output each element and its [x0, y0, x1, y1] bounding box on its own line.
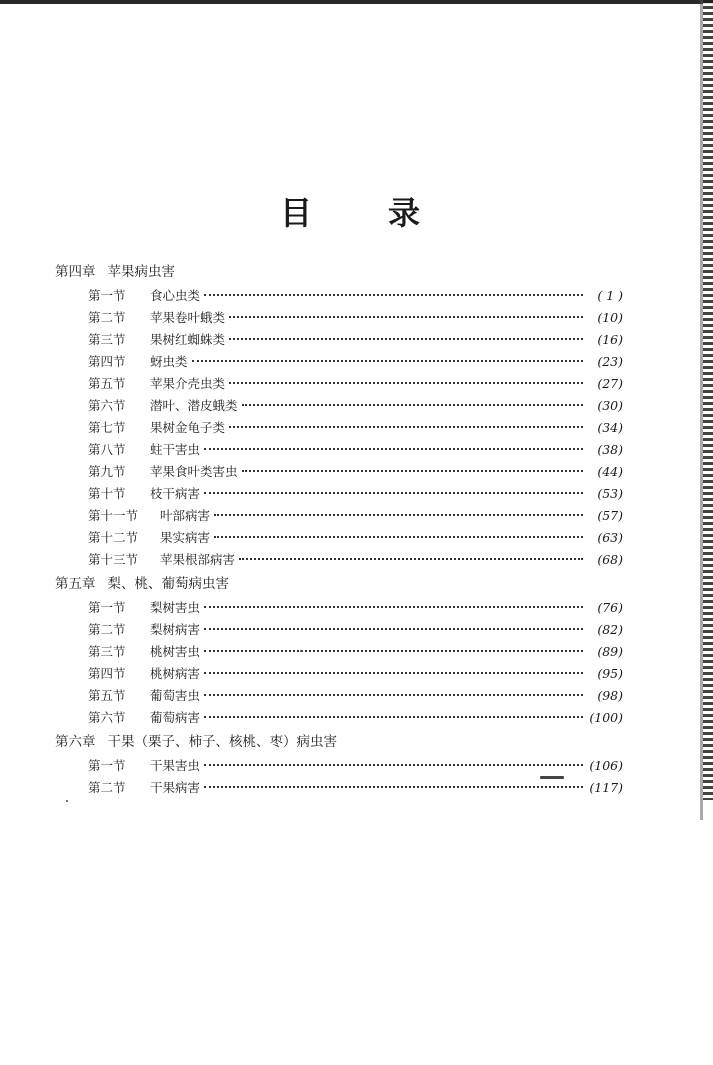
scan-speck	[300, 650, 303, 652]
toc-entry[interactable]	[88, 328, 623, 348]
page-number: (27)	[597, 376, 623, 391]
section-title: 果树红蜘蛛类	[150, 332, 226, 347]
page-number: (82)	[597, 622, 623, 637]
page-title-char-1: 目	[280, 194, 313, 232]
page-number: (68)	[597, 552, 623, 567]
page-number: (23)	[597, 354, 623, 369]
page-number: (10)	[597, 310, 623, 325]
section-number: 第七节	[88, 420, 126, 435]
chapter-heading	[55, 260, 175, 280]
toc-entry[interactable]	[88, 372, 623, 392]
page-number: (76)	[597, 600, 623, 615]
section-title: 果实病害	[160, 530, 211, 545]
section-title: 蛀干害虫	[150, 442, 201, 457]
toc-entry[interactable]	[88, 776, 623, 796]
page-number: (98)	[597, 688, 623, 703]
section-number: 第十一节	[88, 508, 139, 523]
section-number: 第五节	[88, 688, 126, 703]
dot-leader	[204, 280, 583, 296]
section-number: 第二节	[88, 622, 126, 637]
section-title: 蚜虫类	[150, 354, 188, 369]
section-title: 果树金龟子类	[150, 420, 226, 435]
toc-entry[interactable]	[88, 640, 623, 660]
chapter-number: 第五章	[55, 576, 96, 592]
section-title: 叶部病害	[160, 508, 211, 523]
toc-entry[interactable]	[88, 306, 623, 326]
chapter-number: 第四章	[55, 264, 96, 280]
toc-entry[interactable]	[88, 350, 623, 370]
dot-leader	[242, 456, 583, 472]
section-number: 第三节	[88, 644, 126, 659]
page-title	[280, 188, 420, 232]
page-number: (44)	[597, 464, 623, 479]
page-number: (89)	[597, 644, 623, 659]
toc-entry[interactable]	[88, 684, 623, 704]
toc-entry[interactable]	[88, 394, 623, 414]
dot-leader	[239, 544, 583, 560]
section-title: 梨树害虫	[150, 600, 201, 615]
dot-leader	[204, 702, 583, 718]
dot-leader	[214, 500, 583, 516]
section-title: 干果病害	[150, 780, 201, 795]
dot-leader	[229, 368, 583, 384]
toc-entry[interactable]	[88, 482, 623, 502]
section-number: 第六节	[88, 398, 126, 413]
section-title: 桃树害虫	[150, 644, 201, 659]
page-number: (30)	[597, 398, 623, 413]
toc-entry[interactable]	[88, 706, 623, 726]
dot-leader	[204, 592, 583, 608]
scan-speck	[66, 800, 68, 802]
chapter-heading	[55, 730, 337, 750]
section-number: 第一节	[88, 600, 126, 615]
section-title: 食心虫类	[150, 288, 201, 303]
toc-entry[interactable]	[88, 284, 623, 304]
dot-leader	[192, 346, 583, 362]
page-number: (106)	[589, 758, 623, 773]
page-number: (63)	[597, 530, 623, 545]
page-number: (53)	[597, 486, 623, 501]
toc-entry[interactable]	[88, 460, 623, 480]
dot-leader	[204, 478, 583, 494]
section-number: 第十二节	[88, 530, 139, 545]
section-title: 潜叶、潜皮蛾类	[150, 398, 238, 413]
toc-entry[interactable]	[88, 548, 623, 568]
dot-leader	[204, 434, 583, 450]
section-number: 第九节	[88, 464, 126, 479]
page-number: (117)	[589, 780, 623, 795]
page-number: (57)	[597, 508, 623, 523]
dot-leader	[204, 772, 583, 788]
dot-leader	[204, 680, 583, 696]
section-number: 第八节	[88, 442, 126, 457]
dot-leader	[204, 750, 583, 766]
chapter-heading	[55, 572, 229, 592]
section-number: 第一节	[88, 288, 126, 303]
chapter-title: 梨、桃、葡萄病虫害	[107, 576, 229, 592]
section-title: 苹果根部病害	[160, 552, 236, 567]
section-number: 第十三节	[88, 552, 139, 567]
page-number: (38)	[597, 442, 623, 457]
dot-leader	[204, 658, 583, 674]
toc-entry[interactable]	[88, 504, 623, 524]
dot-leader	[204, 636, 583, 652]
toc-entry[interactable]	[88, 754, 623, 774]
section-title: 葡萄病害	[150, 710, 201, 725]
section-number: 第三节	[88, 332, 126, 347]
chapter-title: 干果（栗子、柿子、核桃、枣）病虫害	[107, 734, 337, 750]
toc-entry[interactable]	[88, 416, 623, 436]
section-number: 第二节	[88, 780, 126, 795]
section-title: 葡萄害虫	[150, 688, 201, 703]
toc-entry[interactable]	[88, 438, 623, 458]
chapter-title: 苹果病虫害	[107, 264, 175, 280]
section-number: 第五节	[88, 376, 126, 391]
dot-leader	[204, 614, 583, 630]
toc-entry[interactable]	[88, 596, 623, 616]
section-number: 第二节	[88, 310, 126, 325]
page-number: (16)	[597, 332, 623, 347]
section-title: 桃树病害	[150, 666, 201, 681]
page-number: ( 1 )	[597, 288, 623, 303]
page-number: (100)	[589, 710, 623, 725]
page-number: (95)	[597, 666, 623, 681]
dot-leader	[214, 522, 583, 538]
section-number: 第六节	[88, 710, 126, 725]
section-number: 第四节	[88, 354, 126, 369]
scan-smudge	[540, 776, 564, 779]
section-title: 苹果食叶类害虫	[150, 464, 238, 479]
section-title: 枝干病害	[150, 486, 201, 501]
dot-leader	[229, 324, 583, 340]
binding-shadow	[700, 0, 703, 820]
dot-leader	[229, 412, 583, 428]
section-number: 第十节	[88, 486, 126, 501]
dot-leader	[242, 390, 583, 406]
section-title: 干果害虫	[150, 758, 201, 773]
toc-entry[interactable]	[88, 618, 623, 638]
section-title: 梨树病害	[150, 622, 201, 637]
toc-entry[interactable]	[88, 662, 623, 682]
top-edge-rule	[0, 0, 713, 4]
section-number: 第四节	[88, 666, 126, 681]
section-title: 苹果卷叶蛾类	[150, 310, 226, 325]
section-number: 第一节	[88, 758, 126, 773]
page-title-char-2: 录	[387, 194, 420, 232]
page-number: (34)	[597, 420, 623, 435]
chapter-number: 第六章	[55, 734, 96, 750]
dot-leader	[229, 302, 583, 318]
section-title: 苹果介壳虫类	[150, 376, 226, 391]
binding-edge	[703, 0, 713, 800]
toc-entry[interactable]	[88, 526, 623, 546]
